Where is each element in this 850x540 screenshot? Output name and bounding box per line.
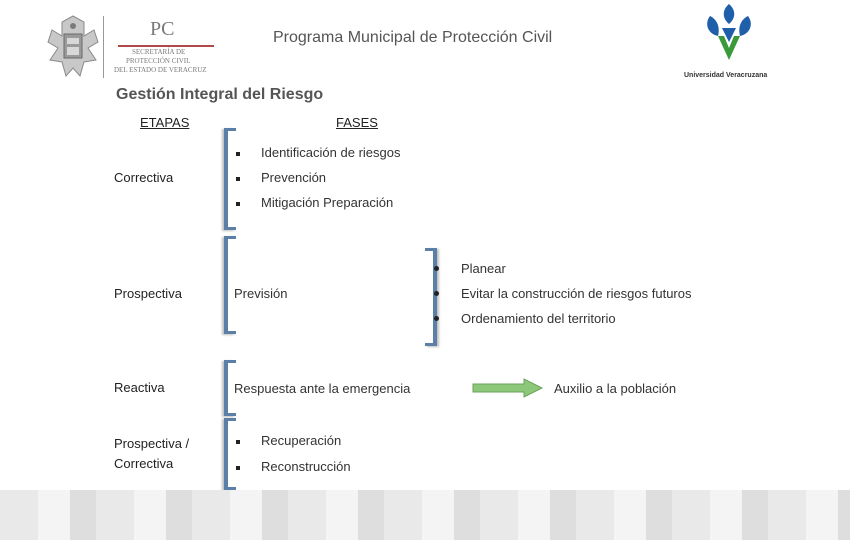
fase-mitigacion: Mitigación Preparación: [261, 195, 394, 210]
resultado-auxilio: Auxilio a la población: [554, 381, 677, 396]
accion-evitar: Evitar la construcción de riesgos futuros: [461, 286, 692, 301]
pc-logo-line2: PROTECCIÓN CIVIL: [126, 57, 191, 65]
uv-flower-icon: [702, 2, 756, 64]
uv-logo-name: Universidad Veracruzana: [684, 72, 768, 79]
etapa-correctiva: Correctiva: [114, 170, 174, 185]
accion-ordenamiento: Ordenamiento del territorio: [461, 311, 616, 326]
bullet-icon: [236, 177, 240, 181]
state-coat-of-arms-logo: [44, 14, 102, 80]
column-header-etapas: ETAPAS: [140, 115, 190, 130]
pc-logo-initials: PC: [150, 18, 175, 40]
accion-planear: Planear: [461, 261, 506, 276]
uv-logo: [684, 2, 776, 82]
bracket-correctiva: [224, 128, 236, 230]
page-title: Programa Municipal de Protección Civil: [273, 29, 553, 46]
fase-recuperacion: Recuperación: [261, 433, 342, 448]
footer-band: [0, 490, 850, 540]
bracket-prospectiva-right: [425, 248, 437, 346]
etapa-prospectiva-correctiva-line1: Prospectiva /: [114, 436, 190, 451]
bracket-prospectiva-correctiva: [224, 418, 236, 490]
fase-identificacion: Identificación de riesgos: [261, 145, 401, 160]
fase-respuesta: Respuesta ante la emergencia: [234, 381, 411, 396]
section-heading: Gestión Integral del Riesgo: [116, 86, 324, 103]
bullet-icon: [236, 202, 240, 206]
etapa-reactiva: Reactiva: [114, 380, 165, 395]
arrow-right-icon: [472, 378, 544, 398]
header-divider: [103, 16, 104, 78]
bullet-icon: [434, 266, 439, 271]
bracket-prospectiva: [224, 236, 236, 334]
bullet-icon: [434, 316, 439, 321]
bullet-icon: [236, 466, 240, 470]
pc-logo: [114, 18, 218, 78]
fase-prevision: Previsión: [234, 286, 288, 301]
etapa-prospectiva: Prospectiva: [114, 286, 182, 301]
fase-reconstruccion: Reconstrucción: [261, 459, 351, 474]
bullet-icon: [236, 152, 240, 156]
column-header-fases: FASES: [336, 115, 378, 130]
bullet-icon: [236, 440, 240, 444]
pc-logo-line1: SECRETARÍA DE: [132, 48, 186, 56]
fase-prevencion: Prevención: [261, 170, 327, 185]
etapa-prospectiva-correctiva-line2: Correctiva: [114, 456, 174, 471]
bullet-icon: [434, 291, 439, 296]
pc-logo-rule: [118, 45, 214, 47]
pc-logo-line3: DEL ESTADO DE VERACRUZ: [114, 66, 207, 74]
